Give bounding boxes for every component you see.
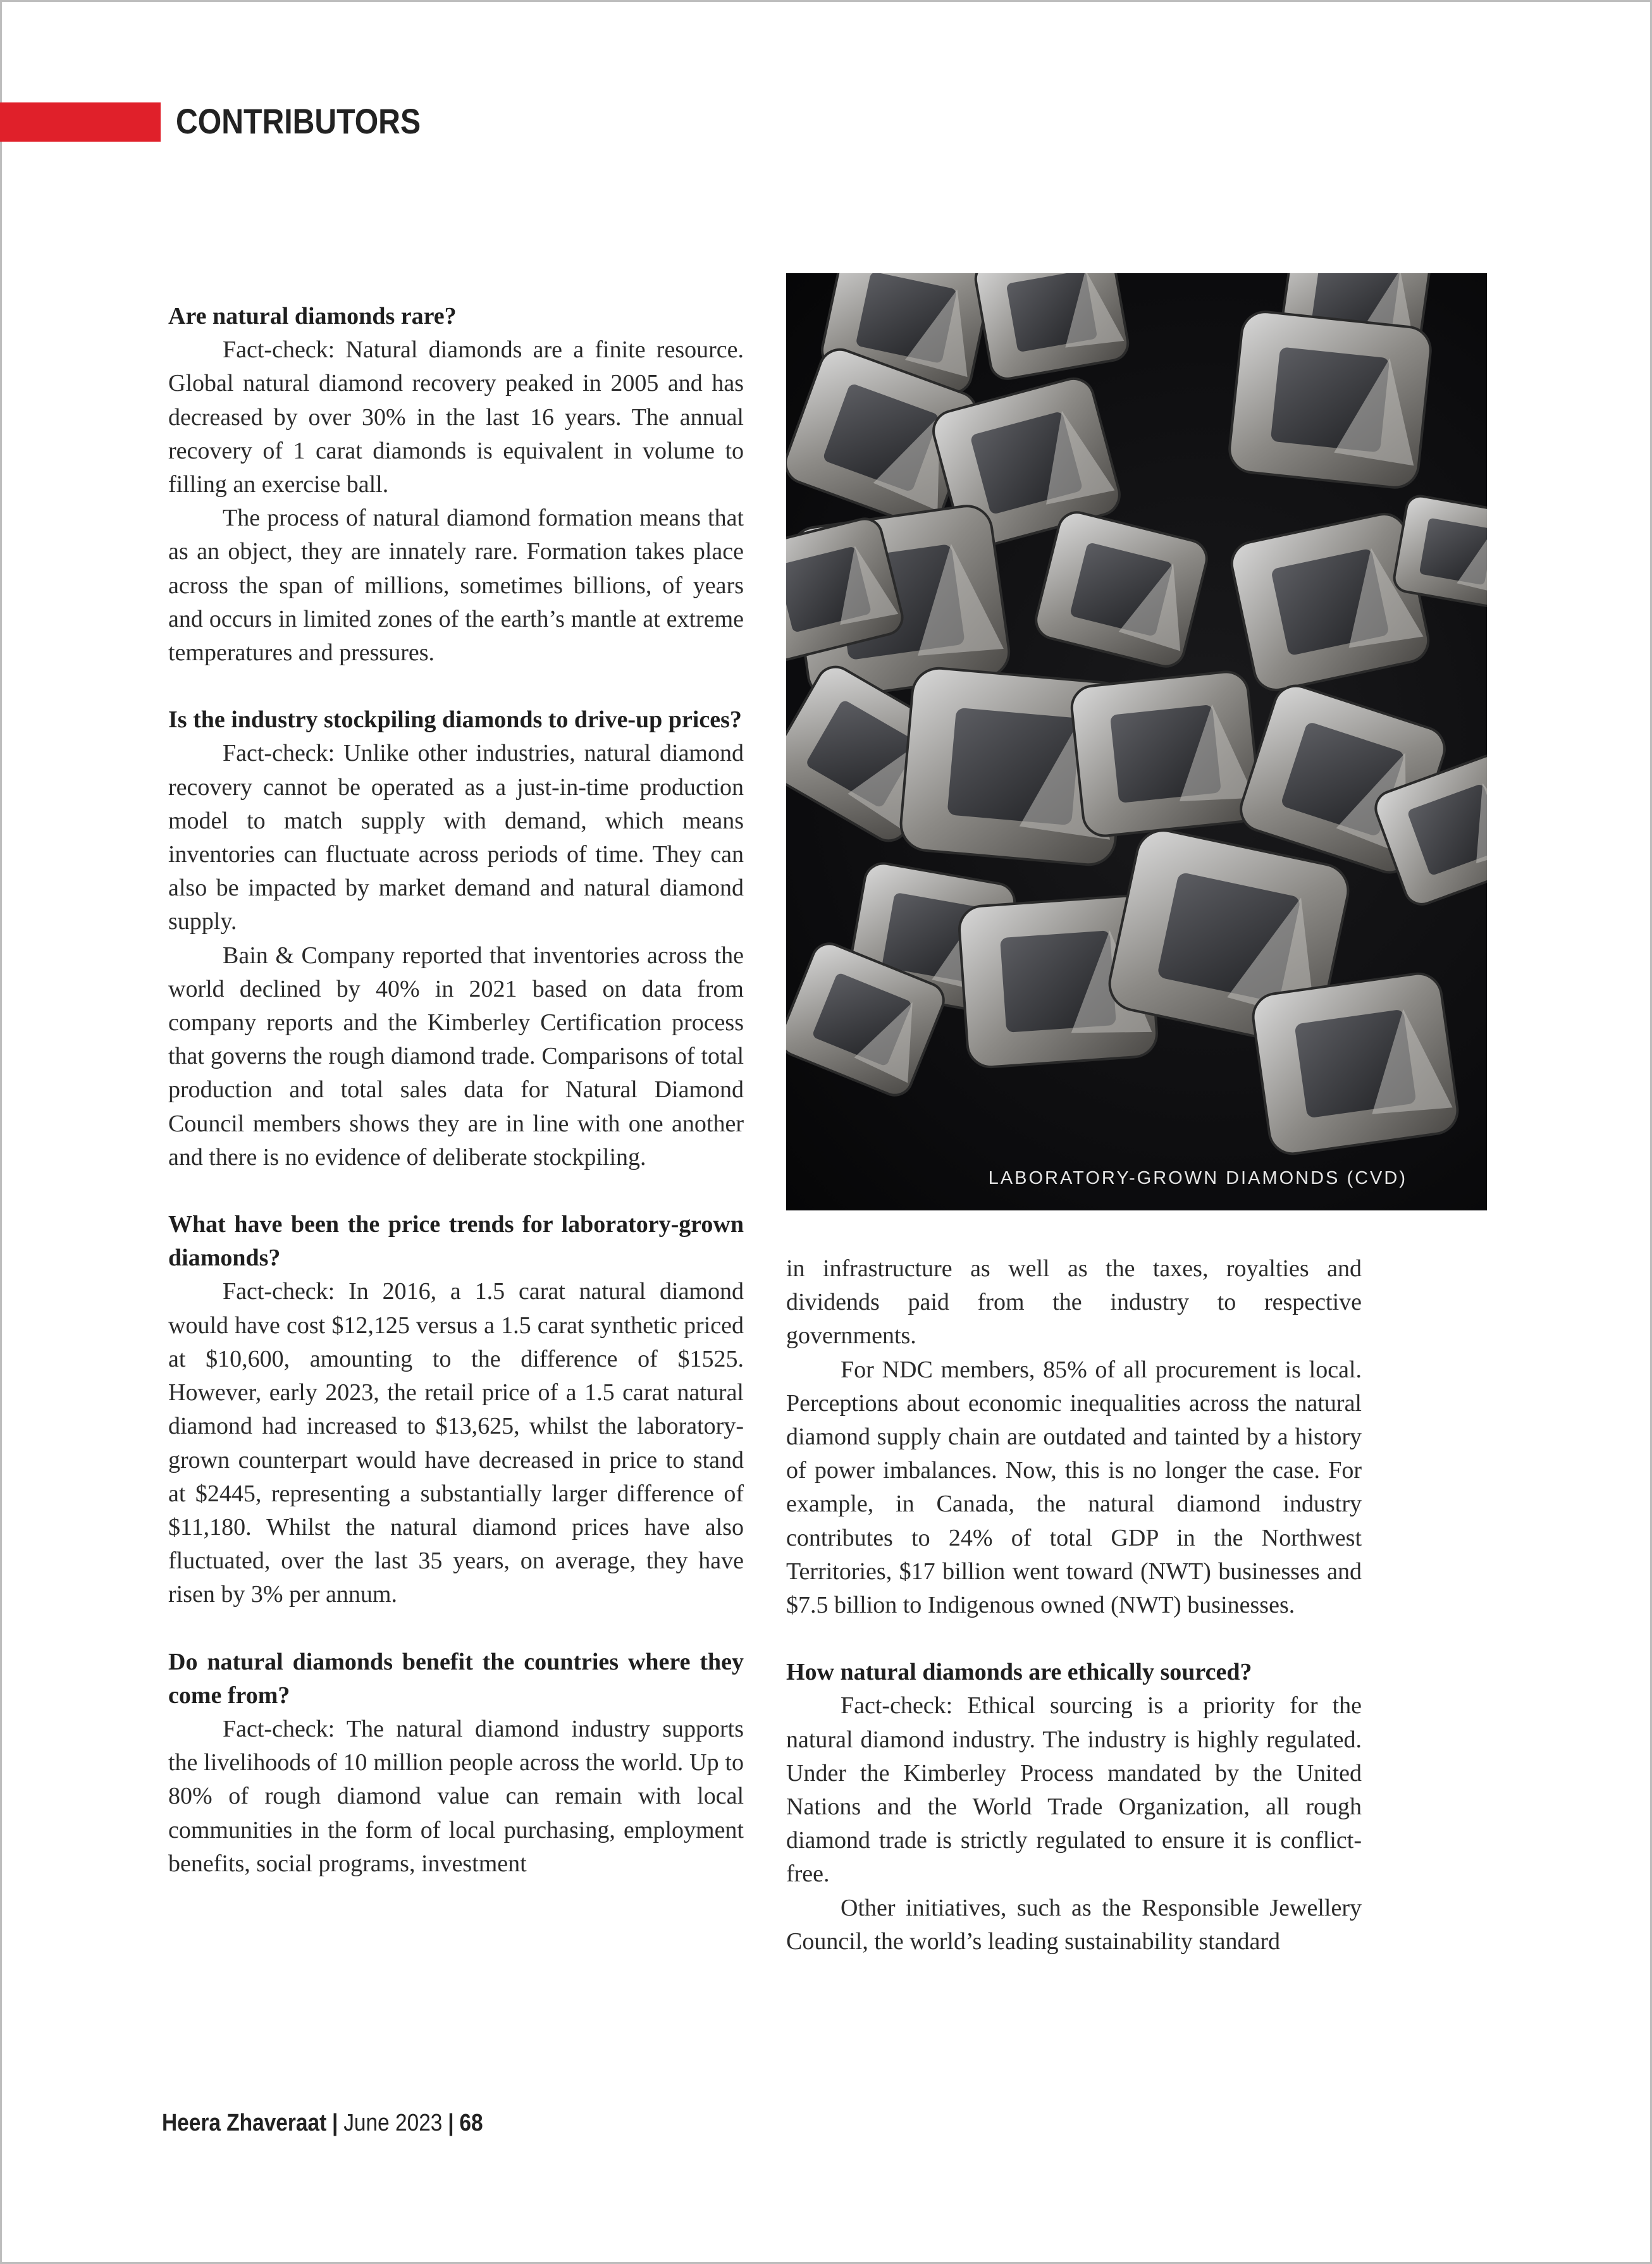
body-paragraph: For NDC members, 85% of all procurement is local. Perceptions about economic inequalities across the natural diamond supply chain are outdated and tainted by a history of power imbalances. Now, this is no longer the case. For example, in Canada, the natural diamond industry contributes to 24% of total GDP in the Northwest Territories, $17 billion went toward (NWT) businesses and $7.5 billion to Indigenous owned (NWT) businesses. (786, 1356, 1362, 1619)
body-paragraph: Other initiatives, such as the Responsible Jewellery Council, the world’s leading sustainability standard (786, 1894, 1362, 1955)
body-paragraph: Fact-check: Natural diamonds are a finite resource. Global natural diamond recovery peaked in 2005 and has decreased by over 30% in the last 16 years. The annual recovery of 1 carat diamonds is equivalent in volume to filling an exercise ball. (168, 336, 744, 498)
body-paragraph: The process of natural diamond formation means that as an object, they are innately rare. Formation takes place across the span of millions, sometimes billions, of years and occurs in limited zones of the earth’s mantle at extreme temperatures and pressures. (168, 505, 744, 667)
footer-page-number: 68 (459, 2110, 483, 2136)
body-paragraph: Fact-check: Ethical sourcing is a priority for the natural diamond industry. The industry is highly regulated. Under the Kimberley Process mandated by the United Nations and the World Trade Organization, all rough diamond trade is strictly regulated to ensure it is conflict-free. (786, 1692, 1362, 1888)
right-column (786, 1252, 1362, 1959)
body-paragraph: Fact-check: Unlike other industries, natural diamond recovery cannot be operated as a just-in-time production model to match supply with demand, which means inventories can fluctuate across periods of time. They can also be impacted by market demand and natural diamond supply. (168, 740, 744, 935)
page-footer: Heera Zhaveraat | June 2023 | 68 (162, 2110, 483, 2136)
diamond-crystal (1032, 508, 1211, 670)
diamond-crystal (1069, 670, 1261, 838)
section-title: CONTRIBUTORS (176, 101, 421, 141)
diamonds-photo (786, 273, 1487, 1210)
body-paragraph: Bain & Company reported that inventories across the world declined by 40% in 2021 based on data from company reports and the Kimberley Certification process that governs the rough diamond trade. Comparisons of total production and total sales data for Natural Diamond Council members shows they are in line with one another and there is no evidence of deliberate stockpiling. (168, 942, 744, 1171)
diamond-crystal (1250, 971, 1461, 1157)
body-paragraph-continued: in infrastructure as well as the taxes, royalties and dividends paid from the industry to respective governments. (786, 1255, 1362, 1350)
photo-caption: LABORATORY-GROWN DIAMONDS (CVD) (988, 1168, 1407, 1188)
question-heading: Is the industry stockpiling diamonds to drive-up prices? (168, 706, 742, 734)
question-heading: What have been the price trends for laboratory-grown diamonds? (168, 1211, 744, 1272)
body-paragraph: Fact-check: The natural diamond industry supports the livelihoods of 10 million people across the world. Up to 80% of rough diamond value can remain with local communities in the form of local purchasing, employment benefits, social programs, investment (168, 1715, 744, 1877)
diamond-crystal (1227, 310, 1433, 490)
question-heading: How natural diamonds are ethically sourced? (786, 1659, 1252, 1686)
question-heading: Do natural diamonds benefit the countries where they come from? (168, 1648, 744, 1709)
rough-diamonds-illustration (786, 273, 1487, 1210)
question-heading: Are natural diamonds rare? (168, 303, 457, 329)
diamond-crystal (973, 273, 1130, 381)
footer-publication: Heera Zhaveraat (162, 2110, 327, 2136)
footer-date: June 2023 (343, 2110, 443, 2136)
section-accent-bar (0, 102, 161, 142)
diamond-crystal (1392, 494, 1487, 609)
body-paragraph: Fact-check: In 2016, a 1.5 carat natural diamond would have cost $12,125 versus a 1.5 carat synthetic priced at $10,600, amounting to the difference of $1525. However, early 2023, the retail price of a 1.5 carat natural diamond had increased to $13,625, whilst the laboratory-grown counterpart would have decreased in price to stand at $2445, representing a substantially larger difference of $11,180. Whilst the natural diamond prices have also fluctuated, over the last 35 years, on average, they have risen by 3% per annum. (168, 1278, 744, 1608)
left-column (168, 300, 744, 1881)
